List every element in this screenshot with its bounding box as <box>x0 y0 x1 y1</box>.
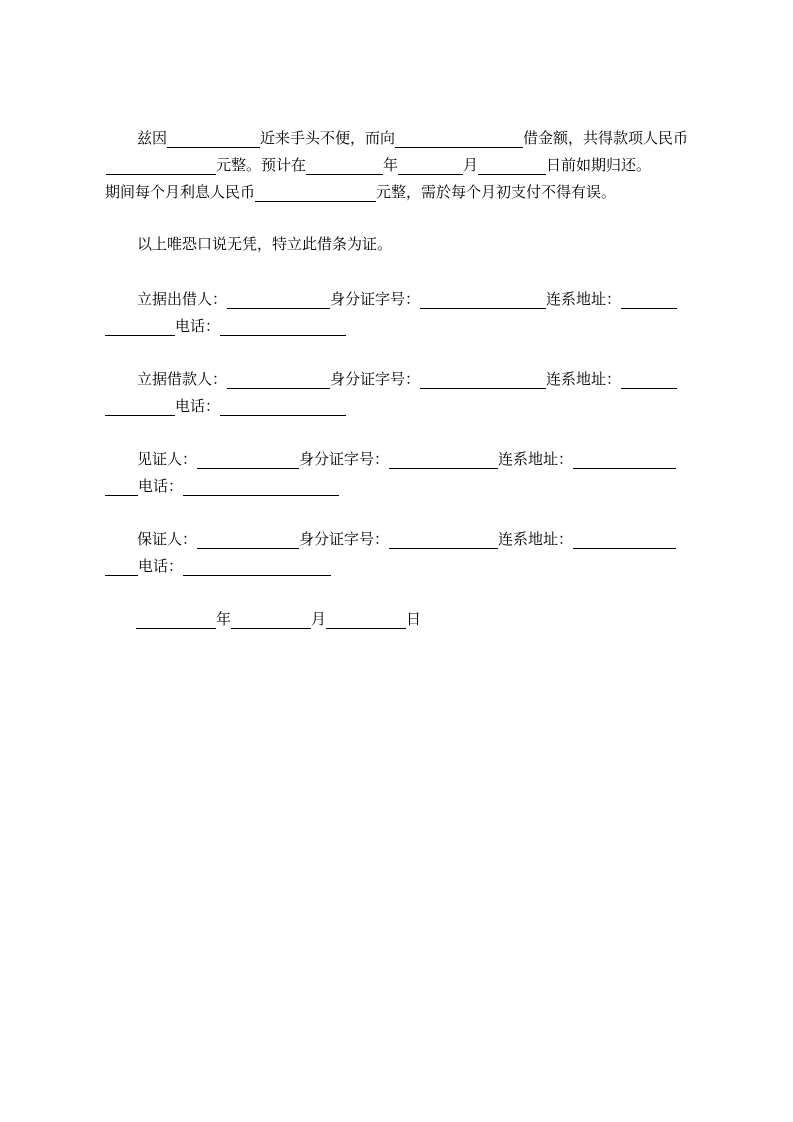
lender-line-2 <box>105 316 346 336</box>
text: 日前如期归还。 <box>546 156 652 174</box>
lender-phone-blank[interactable] <box>220 320 346 336</box>
date-line <box>136 609 421 629</box>
text: 兹因 <box>137 129 168 147</box>
witness-name-blank[interactable] <box>197 453 299 469</box>
label: 年 <box>216 610 232 628</box>
label: 身分证字号： <box>299 530 390 548</box>
text: 年 <box>383 156 399 174</box>
text: 元整。预计在 <box>216 156 307 174</box>
label: 身分证字号： <box>299 450 390 468</box>
text: 期间每个月利息人民币 <box>105 183 256 201</box>
text: 借金额，共得款项人民币 <box>523 129 689 147</box>
witness-address-blank-cont[interactable] <box>105 480 138 496</box>
date-year-blank[interactable] <box>136 613 216 629</box>
label: 月 <box>311 610 327 628</box>
guarantor-id-blank[interactable] <box>389 533 498 549</box>
text: 以上唯恐口说无凭，特立此借条为证。 <box>137 235 393 253</box>
label: 身分证字号： <box>330 290 421 308</box>
label: 连系地址： <box>498 530 574 548</box>
borrower-id-blank[interactable] <box>420 373 546 389</box>
borrower-line-2 <box>105 396 346 416</box>
borrower-name-blank[interactable] <box>227 373 330 389</box>
borrower-line-1 <box>137 369 677 389</box>
label: 连系地址： <box>546 370 622 388</box>
date-month-blank[interactable] <box>231 613 311 629</box>
guarantor-phone-blank[interactable] <box>183 560 331 576</box>
text: 近来手头不便，而向 <box>260 129 396 147</box>
guarantor-line-1 <box>137 529 676 549</box>
label: 立据借款人： <box>137 370 228 388</box>
borrower-address-blank[interactable] <box>621 373 677 389</box>
label: 电话： <box>175 317 221 335</box>
blank-year[interactable] <box>306 159 383 175</box>
blank-amount[interactable] <box>106 159 216 175</box>
guarantor-address-blank[interactable] <box>573 533 676 549</box>
text: 月 <box>463 156 479 174</box>
label: 身分证字号： <box>330 370 421 388</box>
lender-address-blank-cont[interactable] <box>105 320 175 336</box>
borrower-phone-blank[interactable] <box>220 400 346 416</box>
witness-id-blank[interactable] <box>389 453 498 469</box>
witness-line-2 <box>105 476 339 496</box>
label: 连系地址： <box>498 450 574 468</box>
blank-interest[interactable] <box>255 186 376 202</box>
guarantor-address-blank-cont[interactable] <box>105 560 138 576</box>
blank-borrower[interactable] <box>167 132 260 148</box>
guarantor-name-blank[interactable] <box>197 533 299 549</box>
borrower-address-blank-cont[interactable] <box>105 400 175 416</box>
intro-line-1 <box>137 128 688 148</box>
lender-line-1 <box>137 289 677 309</box>
intro-line-2 <box>106 155 651 175</box>
witness-address-blank[interactable] <box>573 453 676 469</box>
label: 连系地址： <box>546 290 622 308</box>
witness-phone-blank[interactable] <box>183 480 339 496</box>
lender-address-blank[interactable] <box>621 293 677 309</box>
blank-day[interactable] <box>478 159 546 175</box>
label: 保证人： <box>137 530 198 548</box>
intro-line-3 <box>105 182 616 202</box>
date-day-blank[interactable] <box>326 613 406 629</box>
witness-line-1 <box>137 449 676 469</box>
label: 见证人： <box>137 450 198 468</box>
label: 日 <box>406 610 422 628</box>
guarantor-line-2 <box>105 556 331 576</box>
label: 立据出借人： <box>137 290 228 308</box>
lender-name-blank[interactable] <box>227 293 330 309</box>
text: 元整，需於每个月初支付不得有误。 <box>376 183 617 201</box>
blank-month[interactable] <box>398 159 463 175</box>
label: 电话： <box>138 557 184 575</box>
label: 电话： <box>138 477 184 495</box>
label: 电话： <box>175 397 221 415</box>
statement <box>137 234 392 254</box>
blank-lender[interactable] <box>395 132 523 148</box>
lender-id-blank[interactable] <box>420 293 546 309</box>
